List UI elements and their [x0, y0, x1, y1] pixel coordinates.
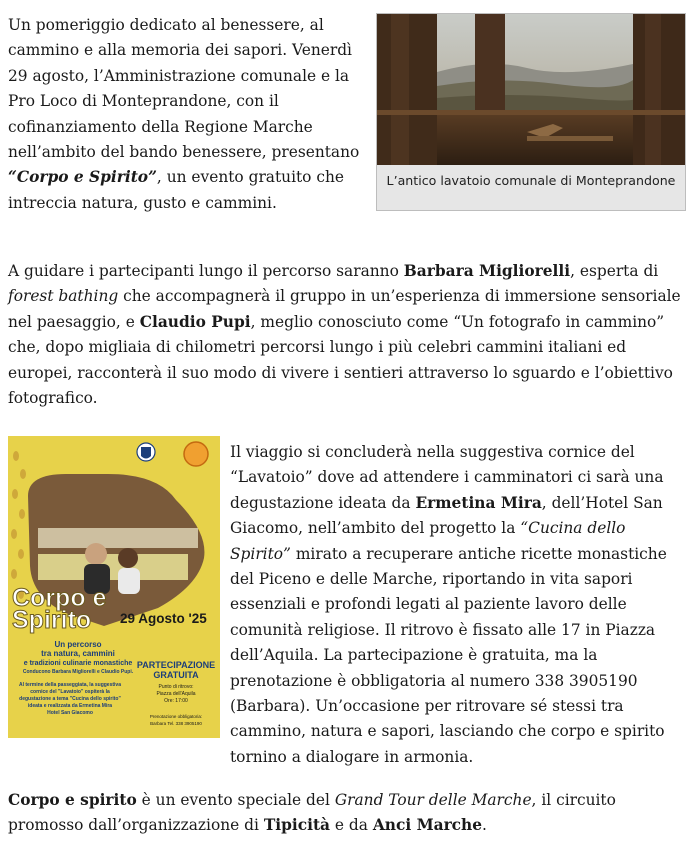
- guide-name-2: Claudio Pupi: [139, 312, 251, 331]
- poster-title-line-1: Corpo e: [12, 584, 107, 612]
- event-title: “Corpo e Spirito”: [8, 168, 157, 187]
- poster-meet-1: Punto di ritrovo:: [158, 684, 194, 690]
- poster-line-1: Un percorso: [54, 640, 102, 649]
- org-tipicita: Tipicità: [263, 816, 331, 835]
- lavatoio-photo: [377, 14, 685, 165]
- poster-line-2: tra natura, cammini: [41, 649, 115, 658]
- poster-meet-3: Ore: 17:00: [164, 698, 188, 704]
- poster-note-1: Al termine della passeggiata, la suggestiva: [19, 682, 121, 688]
- poster-date: 29 Agosto '25: [120, 611, 207, 626]
- poster-badge-1: PARTECIPAZIONE: [136, 660, 216, 670]
- guide-name-1: Barbara Migliorelli: [403, 262, 571, 280]
- footer-paragraph: Corpo e spirito è un evento speciale del Grand Tour delle Marche, il circuito promosso dall’organizzazione di Tipicità e da Anci Marche.: [8, 791, 616, 835]
- lavatoio-figure: [376, 13, 686, 211]
- poster-line-3: e tradizioni culinarie monastiche: [23, 660, 133, 667]
- org-anci-marche: Anci Marche: [372, 816, 483, 835]
- poster-meet-2: Piazza dell'Aquila: [156, 691, 196, 697]
- event-name: Corpo e spirito: [8, 791, 137, 809]
- intro-paragraph: Un pomeriggio dedicato al benessere, al cammino e alla memoria dei sapori. Venerdì 29 agosto, l’Amministrazione comunale e la Pro Loco di Monteprandone, con il cofinanziamento della Regione Marche nell’ambito del bando benessere, presentano “Corpo e Spirito”, un evento gratuito che intreccia natura, gusto e cammini.: [8, 16, 360, 212]
- poster-booking-1: Prenotazione obbligatoria:: [149, 714, 203, 719]
- figure-caption: L’antico lavatoio comunale di Monteprandone: [386, 173, 676, 188]
- forest-bathing-term: forest bathing: [8, 287, 119, 306]
- closing-paragraph: Il viaggio si concluderà nella suggestiva cornice del “Lavatoio” dove ad attendere i camminatori ci sarà una degustazione ideata da Ermetina Mira, dell’Hotel San Giacomo, nell’ambito del progetto la “Cucina dello Spirito” mirato a recuperare antiche ricette monastiche del Piceno e delle Marche, riportando in vita sapori essenziali e profondi legati al paziente lavoro delle comunità religiose. Il ritrovo è fissato alle 17 in Piazza dell’Aquila. La partecipazione è gratuita, ma la prenotazione è obbligatoria al numero 338 3905190 (Barbara). Un’occasione per ritrovare sé stessi tra cammino, natura e sapori, lasciando che corpo e spirito tornino a dialogare in armonia.: [230, 443, 667, 766]
- poster-note-2: cornice del "Lavatoio" ospiterà la: [30, 689, 110, 695]
- event-poster: [8, 436, 220, 738]
- poster-booking-2: Barbara Tel. 338 3905190: [150, 721, 202, 726]
- guides-paragraph: A guidare i partecipanti lungo il percorso saranno Barbara Migliorelli, esperta di forest bathing che accompagnerà il gruppo in un’esperienza di immersione sensoriale nel paesaggio, e Claudio Pupi, meglio conosciuto come “Un fotografo in cammino” che, dopo migliaia di chilometri percorsi lungo i più celebri cammini italiani ed europei, racconterà il suo modo di vivere i sentieri attraverso lo sguardo e l’obiettivo fotografico.: [8, 262, 681, 408]
- poster-title-line-2: Spirito: [12, 606, 92, 634]
- poster-line-4: Conducono Barbara Migliorelli e Claudio Pupi.: [22, 669, 134, 675]
- poster-badge-2: GRATUITA: [153, 670, 199, 680]
- poster-note-3: degustazione a tema "Cucina dello spirito": [19, 696, 121, 702]
- poster-note-5: Hotel San Giacomo: [47, 710, 93, 716]
- poster-note-4: ideata e realizzata da Ermetina Mira: [27, 703, 113, 709]
- project-name: “Cucina dello Spirito”: [230, 519, 626, 563]
- grand-tour-name: Grand Tour delle Marche: [334, 791, 532, 809]
- chef-name: Ermetina Mira: [415, 493, 542, 512]
